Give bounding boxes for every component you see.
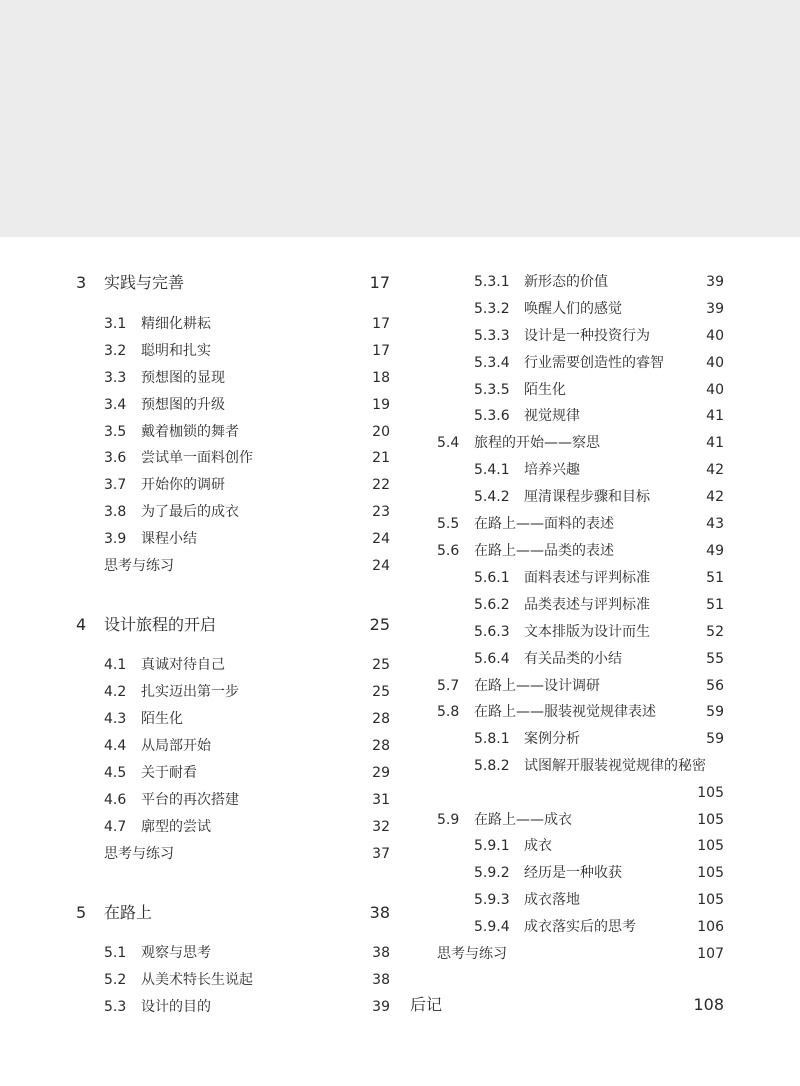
toc-entry-number: 4 [76, 615, 87, 634]
toc-entry-page: 49 [706, 543, 724, 559]
toc-entry-title: 有关品类的小结 [524, 651, 622, 667]
toc-entry-row [0, 701, 800, 723]
toc-entry-number: 5.1 [104, 945, 127, 961]
toc-entry-page: 40 [706, 355, 724, 371]
toc-entry-title: 思考与练习 [104, 846, 174, 862]
toc-entry-title: 在路上——设计调研 [474, 678, 600, 694]
toc-entry-number: 5.8 [437, 704, 460, 720]
toc-entry-page: 29 [372, 765, 390, 781]
toc-entry-page: 17 [372, 343, 390, 359]
toc-entry-title: 文本排版为设计而生 [524, 624, 650, 640]
toc-entry-page: 105 [697, 812, 724, 828]
toc-entry-number: 3.6 [104, 450, 127, 466]
toc-entry-title: 为了最后的成衣 [141, 504, 239, 520]
toc-entry-page: 51 [706, 597, 724, 613]
toc-entry-page: 37 [372, 846, 390, 862]
toc-entry-number: 4.1 [104, 657, 127, 673]
toc-entry-number: 5.2 [104, 972, 127, 988]
toc-chapter-row [0, 992, 800, 1018]
toc-entry-number: 5.3.2 [474, 301, 510, 317]
toc-entry-row [0, 889, 800, 911]
toc-entry-title: 精细化耕耘 [141, 316, 211, 332]
toc-entry-title: 厘清课程步骤和目标 [524, 489, 650, 505]
toc-entry-title: 思考与练习 [104, 558, 174, 574]
toc-entry-number: 3.5 [104, 424, 127, 440]
toc-entry-page: 42 [706, 462, 724, 478]
toc-entry-row [0, 728, 800, 750]
toc-entry-number: 4.7 [104, 819, 127, 835]
toc-entry-number: 5.4.2 [474, 489, 510, 505]
toc-entry-number: 3 [76, 273, 87, 292]
toc-entry-page: 22 [372, 477, 390, 493]
toc-entry-row [0, 432, 800, 454]
toc-entry-page: 105 [697, 865, 724, 881]
toc-entry-title: 成衣落实后的思考 [524, 919, 636, 935]
toc-entry-title: 案例分析 [524, 731, 580, 747]
toc-entry-page: 56 [706, 678, 724, 694]
toc-entry-row [0, 486, 800, 508]
toc-entry-title: 观察与思考 [141, 945, 211, 961]
toc-entry-title: 成衣 [524, 838, 552, 854]
toc-entry-page: 39 [706, 274, 724, 290]
toc-entry-title: 后记 [410, 995, 443, 1014]
toc-entry-number: 4.5 [104, 765, 127, 781]
toc-entry-number: 3.7 [104, 477, 127, 493]
toc-entry-page: 105 [697, 785, 724, 801]
toc-entry-title: 思考与练习 [437, 946, 507, 962]
toc-entry-number: 5.3.1 [474, 274, 510, 290]
toc-entry-number: 5.6.3 [474, 624, 510, 640]
toc-entry-number: 5.9 [437, 812, 460, 828]
toc-entry-number: 3.1 [104, 316, 127, 332]
toc-entry-page: 24 [372, 531, 390, 547]
toc-entry-title: 设计旅程的开启 [104, 615, 217, 634]
toc-exercise-row [0, 943, 800, 965]
toc-entry-number: 5.6.2 [474, 597, 510, 613]
toc-entry-row [0, 298, 800, 320]
toc-entry-title: 廓型的尝试 [141, 819, 211, 835]
toc-entry-title: 聪明和扎实 [141, 343, 211, 359]
toc-entry-page: 40 [706, 382, 724, 398]
toc-entry-row [0, 540, 800, 562]
toc-entry-title: 平台的再次搭建 [141, 792, 239, 808]
toc-entry-row [0, 648, 800, 670]
toc-entry-number: 3.3 [104, 370, 127, 386]
toc-entry-number: 4.4 [104, 738, 127, 754]
toc-entry-title: 试图解开服装视觉规律的秘密 [524, 758, 706, 774]
toc-entry-title: 陌生化 [524, 382, 566, 398]
toc-entry-title: 经历是一种收获 [524, 865, 622, 881]
toc-entry-row [0, 755, 800, 777]
toc-entry-title: 课程小结 [141, 531, 197, 547]
toc-entry-page: 105 [697, 892, 724, 908]
toc-entry-page: 21 [372, 450, 390, 466]
toc-entry-title: 行业需要创造性的睿智 [524, 355, 664, 371]
toc-entry-number: 4.3 [104, 711, 127, 727]
toc-entry-number: 5.8.2 [474, 758, 510, 774]
toc-entry-title: 设计是一种投资行为 [524, 328, 650, 344]
toc-entry-page: 41 [706, 408, 724, 424]
toc-entry-page: 17 [372, 316, 390, 332]
toc-entry-row [0, 835, 800, 857]
toc-entry-page: 105 [697, 838, 724, 854]
toc-entry-title: 在路上——服装视觉规律表述 [474, 704, 656, 720]
toc-entry-number: 4.6 [104, 792, 127, 808]
toc-entry-row [0, 513, 800, 535]
toc-entry-row [0, 325, 800, 347]
toc-entry-title: 设计的目的 [141, 999, 211, 1015]
toc-entry-row [0, 782, 800, 804]
toc-entry-number: 3.4 [104, 397, 127, 413]
toc-entry-row [0, 271, 800, 293]
toc-entry-page: 28 [372, 738, 390, 754]
toc-entry-title: 在路上 [104, 903, 153, 922]
toc-entry-page: 38 [372, 972, 390, 988]
toc-entry-title: 预想图的升级 [141, 397, 225, 413]
toc-entry-page: 107 [697, 946, 724, 962]
toc-entry-title: 从美术特长生说起 [141, 972, 253, 988]
toc-entry-page: 24 [372, 558, 390, 574]
toc-entry-title: 戴着枷锁的舞者 [141, 424, 239, 440]
toc-entry-number: 5.9.3 [474, 892, 510, 908]
toc-entry-number: 5.3.6 [474, 408, 510, 424]
toc-entry-number: 5.6 [437, 543, 460, 559]
toc-entry-title: 尝试单一面料创作 [141, 450, 253, 466]
toc-entry-number: 5 [76, 903, 87, 922]
toc-entry-number: 4.2 [104, 684, 127, 700]
toc-entry-number: 5.4.1 [474, 462, 510, 478]
toc-entry-page: 106 [697, 919, 724, 935]
toc-entry-number: 3.9 [104, 531, 127, 547]
toc-entry-row [0, 459, 800, 481]
toc-entry-title: 从局部开始 [141, 738, 211, 754]
toc-entry-page: 38 [372, 945, 390, 961]
toc-entry-row [0, 379, 800, 401]
toc-entry-page: 39 [372, 999, 390, 1015]
toc-entry-row [0, 352, 800, 374]
toc-entry-number: 5.9.4 [474, 919, 510, 935]
toc-entry-title: 面料表述与评判标准 [524, 570, 650, 586]
toc-entry-page: 52 [706, 624, 724, 640]
toc-entry-page: 25 [369, 615, 390, 634]
toc-entry-title: 预想图的显现 [141, 370, 225, 386]
toc-entry-row [0, 809, 800, 831]
toc-entry-number: 5.3 [104, 999, 127, 1015]
toc-entry-page: 20 [372, 424, 390, 440]
toc-entry-number: 5.6.4 [474, 651, 510, 667]
toc-entry-number: 5.3.5 [474, 382, 510, 398]
toc-entry-number: 5.9.2 [474, 865, 510, 881]
toc-entry-page: 43 [706, 516, 724, 532]
toc-entry-page: 25 [372, 657, 390, 673]
toc-entry-page: 108 [693, 995, 724, 1014]
toc-entry-number: 3.2 [104, 343, 127, 359]
toc-entry-page: 41 [706, 435, 724, 451]
toc-entry-page: 32 [372, 819, 390, 835]
toc-entry-title: 在路上——面料的表述 [474, 516, 614, 532]
toc-entry-page: 28 [372, 711, 390, 727]
toc-entry-page: 59 [706, 731, 724, 747]
toc-entry-title: 视觉规律 [524, 408, 580, 424]
toc-entry-title: 新形态的价值 [524, 274, 608, 290]
toc-entry-number: 5.4 [437, 435, 460, 451]
toc-entry-page: 40 [706, 328, 724, 344]
toc-entry-title: 开始你的调研 [141, 477, 225, 493]
toc-entry-title: 关于耐看 [141, 765, 197, 781]
toc-entry-title: 实践与完善 [104, 273, 185, 292]
toc-entry-page: 38 [369, 903, 390, 922]
toc-entry-title: 真诚对待自己 [141, 657, 225, 673]
toc-entry-title: 旅程的开始——察思 [474, 435, 600, 451]
toc-entry-row [0, 594, 800, 616]
toc-entry-row [0, 567, 800, 589]
toc-entry-page: 25 [372, 684, 390, 700]
toc-entry-row [0, 621, 800, 643]
toc-entry-page: 19 [372, 397, 390, 413]
toc-entry-row [0, 862, 800, 884]
toc-entry-title: 在路上——成衣 [474, 812, 572, 828]
toc-entry-number: 5.3.4 [474, 355, 510, 371]
toc-entry-page: 39 [706, 301, 724, 317]
toc-entry-title: 扎实迈出第一步 [141, 684, 239, 700]
toc-entry-number: 5.3.3 [474, 328, 510, 344]
toc-entry-row [0, 675, 800, 697]
toc-entry-title: 培养兴趣 [524, 462, 580, 478]
toc-entry-title: 成衣落地 [524, 892, 580, 908]
toc-entry-page: 59 [706, 704, 724, 720]
toc-entry-title: 唤醒人们的感觉 [524, 301, 622, 317]
toc-entry-page: 55 [706, 651, 724, 667]
toc-entry-row [0, 405, 800, 427]
toc-entry-title: 陌生化 [141, 711, 183, 727]
toc-entry-row [0, 916, 800, 938]
toc-entry-number: 5.6.1 [474, 570, 510, 586]
toc-entry-page: 23 [372, 504, 390, 520]
toc-entry-page: 51 [706, 570, 724, 586]
toc-entry-number: 5.8.1 [474, 731, 510, 747]
toc-entry-title: 在路上——品类的表述 [474, 543, 614, 559]
toc-entry-number: 5.9.1 [474, 838, 510, 854]
toc-entry-page: 42 [706, 489, 724, 505]
toc-entry-page: 17 [369, 273, 390, 292]
toc-entry-page: 18 [372, 370, 390, 386]
toc-entry-number: 5.5 [437, 516, 460, 532]
toc-entry-page: 31 [372, 792, 390, 808]
toc-entry-number: 3.8 [104, 504, 127, 520]
toc-entry-number: 5.7 [437, 678, 460, 694]
toc-entry-title: 品类表述与评判标准 [524, 597, 650, 613]
